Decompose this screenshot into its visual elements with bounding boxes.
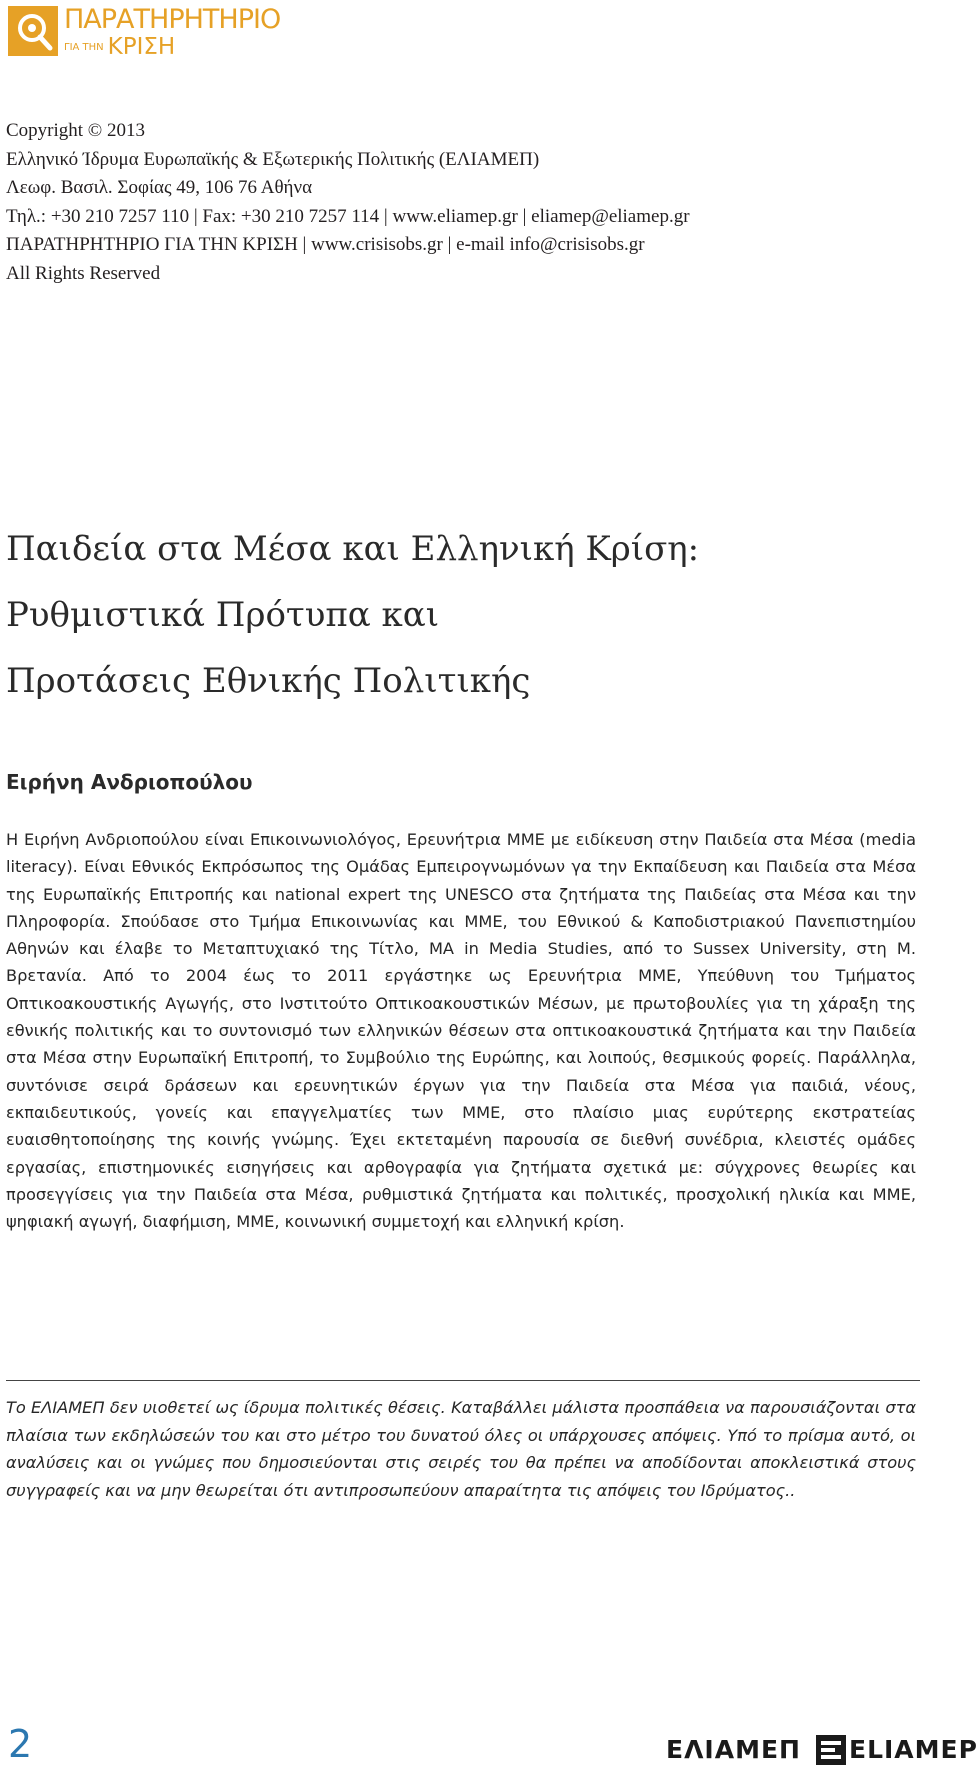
crisis-observatory-logo: [6, 4, 281, 60]
rights-line: All Rights Reserved: [6, 262, 161, 284]
eliamep-english-wordmark: ELIAMEP: [849, 1735, 978, 1764]
document-title: [6, 516, 699, 714]
logo-wordmark: [64, 5, 280, 60]
author-name: Ειρήνη Ανδριοπούλου: [6, 770, 253, 794]
address-line: Λεωφ. Βασιλ. Σοφίας 49, 106 76 Αθήνα: [6, 177, 313, 198]
copyright-line: Copyright © 2013: [6, 120, 145, 141]
logo-line-observatory: ΠΑΡΑΤΗΡΗΤΗΡΙΟ: [64, 4, 281, 35]
title-line: Παιδεία στα Μέσα και Ελληνική Κρίση:: [6, 529, 700, 569]
copyright-block: [6, 117, 690, 288]
eliamep-emblem-icon: [816, 1735, 846, 1765]
contact-line: Τηλ.: +30 210 7257 110 | Fax: +30 210 7257 114 | www.eliamep.gr | eliamep@eliamep.gr: [6, 205, 690, 227]
title-line: Προτάσεις Εθνικής Πολιτικής: [6, 661, 531, 701]
logo-line-for-the: ΓΙΑ ΤΗΝ: [64, 42, 104, 53]
eliamep-greek-wordmark: ΕΛΙΑΜΕΠ: [666, 1735, 801, 1764]
institution-line: Ελληνικό Ίδρυμα Ευρωπαϊκής & Εξωτερικής Πολιτικής (ΕΛΙΑΜΕΠ): [6, 148, 540, 170]
disclaimer-divider: [6, 1380, 920, 1381]
logo-line-crisis: ΚΡΙΣΗ: [107, 34, 176, 60]
eliamep-logo: [666, 1735, 978, 1775]
page-number: 2: [8, 1722, 33, 1766]
author-bio: Η Ειρήνη Ανδριοπούλου είναι Επικοινωνιολόγος, Ερευνήτρια ΜΜΕ με ειδίκευση στην Παιδεία στα Μέσα (media literacy). Είναι Εθνικός Εκπρόσωπος της Ομάδας Εμπειρογνωμόνων γα την Εκπαίδευση και Παιδεία στα Μέσα της Ευρωπαϊκής Επιτροπής και national expert της UNESCO στα ζητήματα της Παιδείας στα Μέσα και την Πληροφορία. Σπούδασε στο Τμήμα Επικοινωνίας και ΜΜΕ, του Εθνικού & Καποδιστριακού Πανεπιστημίου Αθηνών και έλαβε το Μεταπτυχιακό της Τίτλο, MA in Media Studies, από το Sussex University, στη Μ. Βρετανία. Από το 2004 έως το 2011 εργάστηκε ως Ερευνήτρια ΜΜΕ, Υπεύθυνη του Τμήματος Οπτικοακουστικής Αγωγής, στο Ινστιτούτο Οπτικοακουστικών Μέσων, με πρωτοβουλίες για τη χάραξη της εθνικής πολιτικής και το συντονισμό των ελληνικών θέσεων στα οπτικοακουστικά ζητήματα και την Παιδεία στα Μέσα στην Ευρωπαϊκή Επιτροπή, το Συμβούλιο της Ευρώπης, και λοιπούς, θεσμικούς φορείς. Παράλληλα, συντόνισε σειρά δράσεων και ερευνητικών έργων για την Παιδεία στα Μέσα για παιδιά, νέους, εκπαιδευτικούς, γονείς και επαγγελματίες των ΜΜΕ, στο πλαίσιο μιας ευρύτερης εκστρατείας ευαισθητοποίησης της κοινής γνώμης. Έχει εκτεταμένη παρουσία σε διεθνή συνέδρια, κλειστές ομάδες εργασίας, επιστημονικές εισηγήσεις και αρθογραφία για ζητήματα σχετικά με: σύγχρονες θεωρίες και προσεγγίσεις για την Παιδεία στα Μέσα, ρυθμιστικά ζητήματα και πολιτικές, προσχολική ηλικία και ΜΜΕ, ψηφιακή αγωγή, διαφήμιση, ΜΜΕ, κοινωνική συμμετοχή και ελληνική κρίση.: [6, 830, 916, 1232]
observatory-magnifier-icon: [8, 6, 58, 56]
disclaimer-text: Το ΕΛΙΑΜΕΠ δεν υιοθετεί ως ίδρυμα πολιτικές θέσεις. Καταβάλλει μάλιστα προσπάθεια να παρουσιάζονται στα πλαίσια των εκδηλώσεών του και στο μέτρο του δυνατού όλες οι υπάρχουσες απόψεις. Υπό το πρίσμα αυτό, οι αναλύσεις και οι γνώμες που δημοσιεύονται στις σειρές του θα πρέπει να αποδίδονται αποκλειστικά στους συγγραφείς και να μην θεωρείται ότι αντιπροσωπεύουν απαραίτητα τις απόψεις του Ιδρύματος..: [6, 1398, 916, 1500]
observatory-contact-line: ΠΑΡΑΤΗΡΗΤΗΡΙΟ ΓΙΑ ΤΗΝ ΚΡΙΣΗ | www.crisisobs.gr | e-mail info@crisisobs.gr: [6, 234, 645, 255]
title-line: Ρυθμιστικά Πρότυπα και: [6, 595, 440, 635]
